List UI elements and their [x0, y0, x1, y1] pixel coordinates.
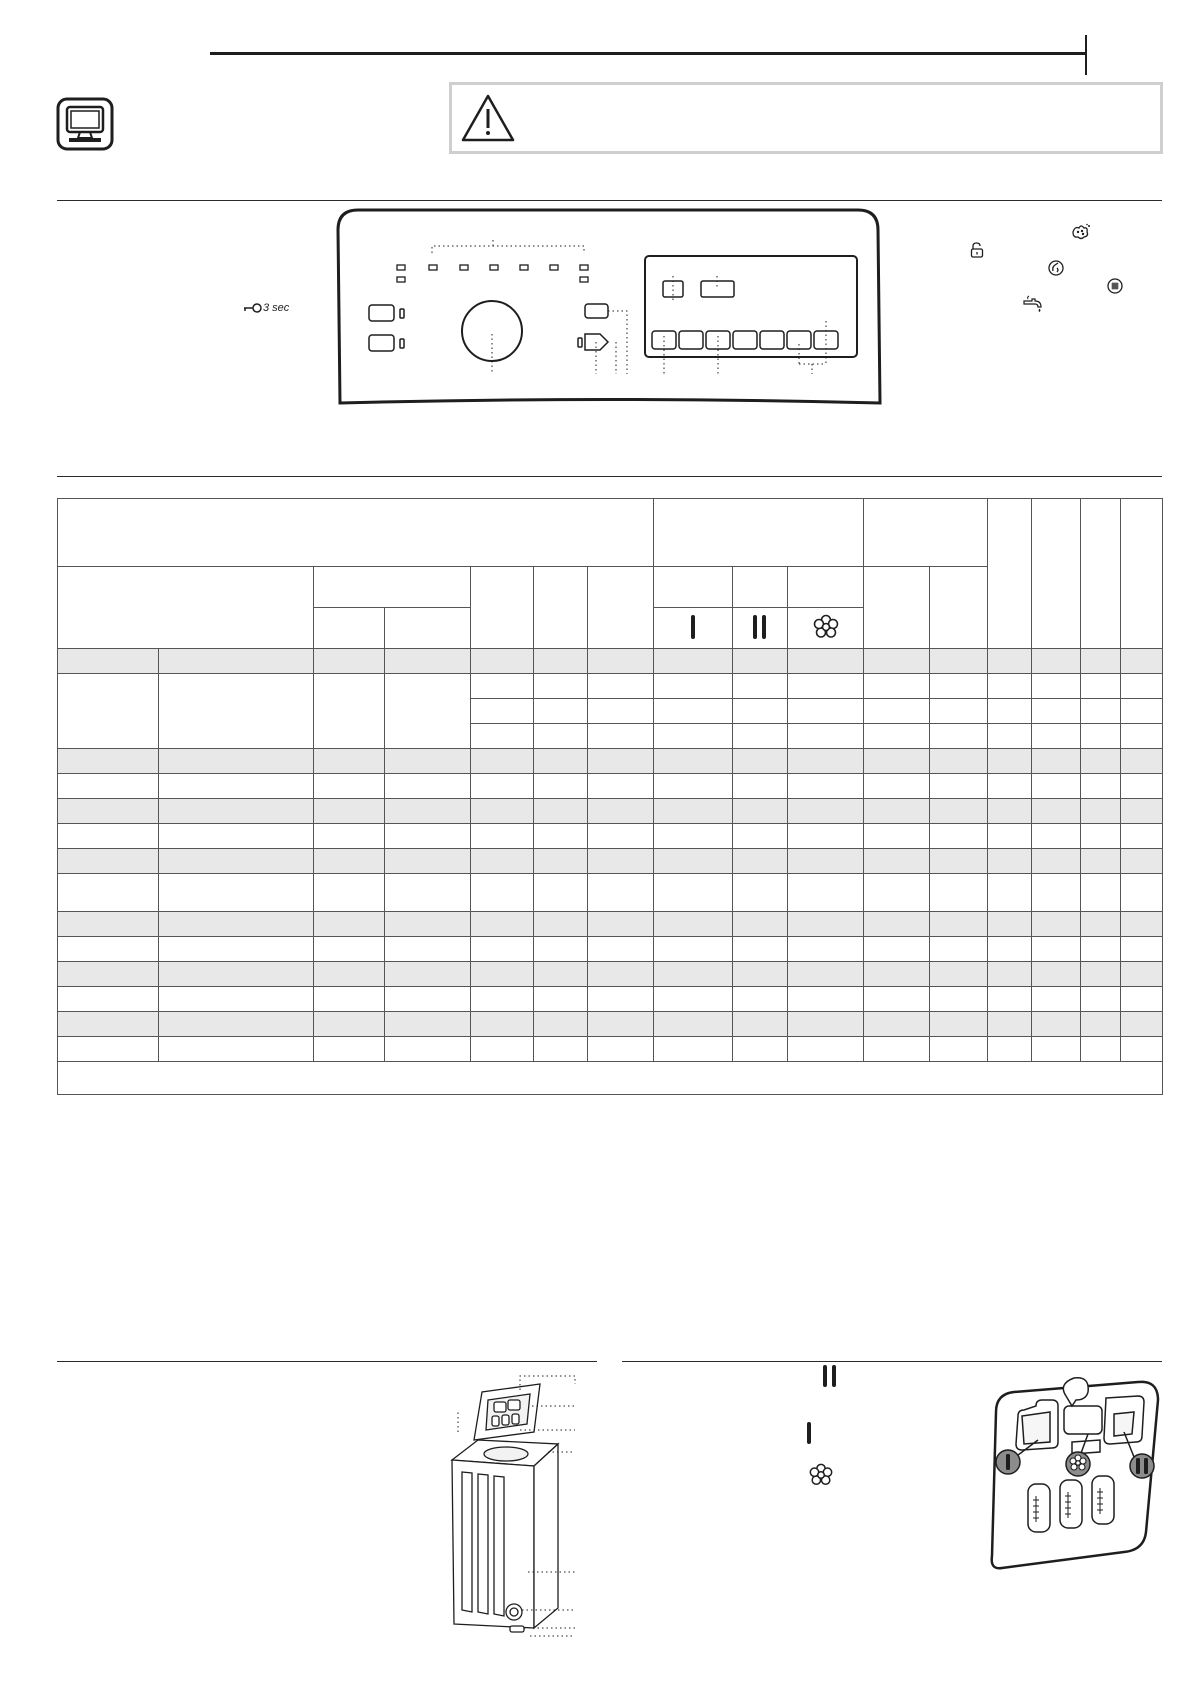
- control-panel: [334, 206, 884, 412]
- table-header-cell: [864, 567, 930, 649]
- warning-icon: [460, 93, 516, 143]
- table-row: [58, 987, 1163, 1012]
- dispenser-symbol-prewash: [820, 1363, 840, 1389]
- table-header-cell: [988, 499, 1032, 649]
- table-header-cell: [588, 567, 654, 649]
- monitor-icon: [56, 97, 114, 151]
- dispenser-symbol-softener: [808, 1462, 834, 1488]
- lock-hint: [244, 300, 294, 316]
- lock-hint-text: 3 sec: [263, 302, 290, 314]
- main-wash-symbol-icon: [688, 613, 698, 641]
- table-footnote-row: [58, 1062, 1163, 1095]
- softener-icon: [812, 613, 840, 641]
- table-row: [58, 937, 1163, 962]
- table-row: [58, 674, 1163, 699]
- table-row: [58, 749, 1163, 774]
- top-rule-tick: [1085, 35, 1087, 75]
- table-header-cell: [534, 567, 588, 649]
- detergent-main-wash-cell: [654, 608, 733, 649]
- dispenser-symbol-main-wash: [804, 1420, 814, 1446]
- tap-icon: [1022, 295, 1046, 315]
- table-header-cell: [654, 499, 864, 567]
- section-rule-control-panel: [57, 200, 1162, 201]
- prewash-symbol-icon: [820, 1363, 840, 1389]
- warning-box: [449, 82, 1163, 154]
- table-header-cell: [788, 567, 864, 608]
- top-rule: [210, 52, 1087, 55]
- table-header-cell: [385, 608, 471, 649]
- table-row: [58, 849, 1163, 874]
- table-header-cell: [58, 567, 314, 649]
- table-row: [58, 1037, 1163, 1062]
- main-wash-symbol-icon: [804, 1420, 814, 1446]
- table-row: [58, 824, 1163, 849]
- table-header-cell: [314, 608, 385, 649]
- table-header-cell: [58, 499, 654, 567]
- table-header-cell: [1121, 499, 1163, 649]
- table-row: [58, 912, 1163, 937]
- table-header-cell: [314, 567, 471, 608]
- detergent-softener-cell: [788, 608, 864, 649]
- prewash-symbol-icon: [750, 613, 770, 641]
- detergent-drawer-illustration: [988, 1372, 1162, 1572]
- unlock-icon: [970, 242, 984, 258]
- table-row: [58, 649, 1163, 674]
- grid-icon: [1107, 278, 1123, 294]
- washing-machine-illustration: [450, 1372, 580, 1642]
- section-rule-product: [57, 1361, 597, 1362]
- table-row: [58, 962, 1163, 987]
- section-rule-dispenser: [622, 1361, 1162, 1362]
- lock-key-icon: [244, 302, 262, 314]
- rinse-icon: [1048, 260, 1064, 276]
- softener-icon: [808, 1462, 834, 1488]
- table-header-cell: [864, 499, 988, 567]
- detergent-prewash-cell: [733, 608, 788, 649]
- stain-icon: [1071, 223, 1091, 241]
- table-row: [58, 799, 1163, 824]
- programme-table: [57, 498, 1163, 1095]
- table-header-cell: [471, 567, 534, 649]
- table-row: [58, 774, 1163, 799]
- table-header-cell: [733, 567, 788, 608]
- section-rule-table: [57, 476, 1162, 477]
- table-header-cell: [1081, 499, 1121, 649]
- table-header-cell: [1032, 499, 1081, 649]
- table-header-cell: [654, 567, 733, 608]
- table-row: [58, 1012, 1163, 1037]
- table-row: [58, 874, 1163, 912]
- table-header-cell: [930, 567, 988, 649]
